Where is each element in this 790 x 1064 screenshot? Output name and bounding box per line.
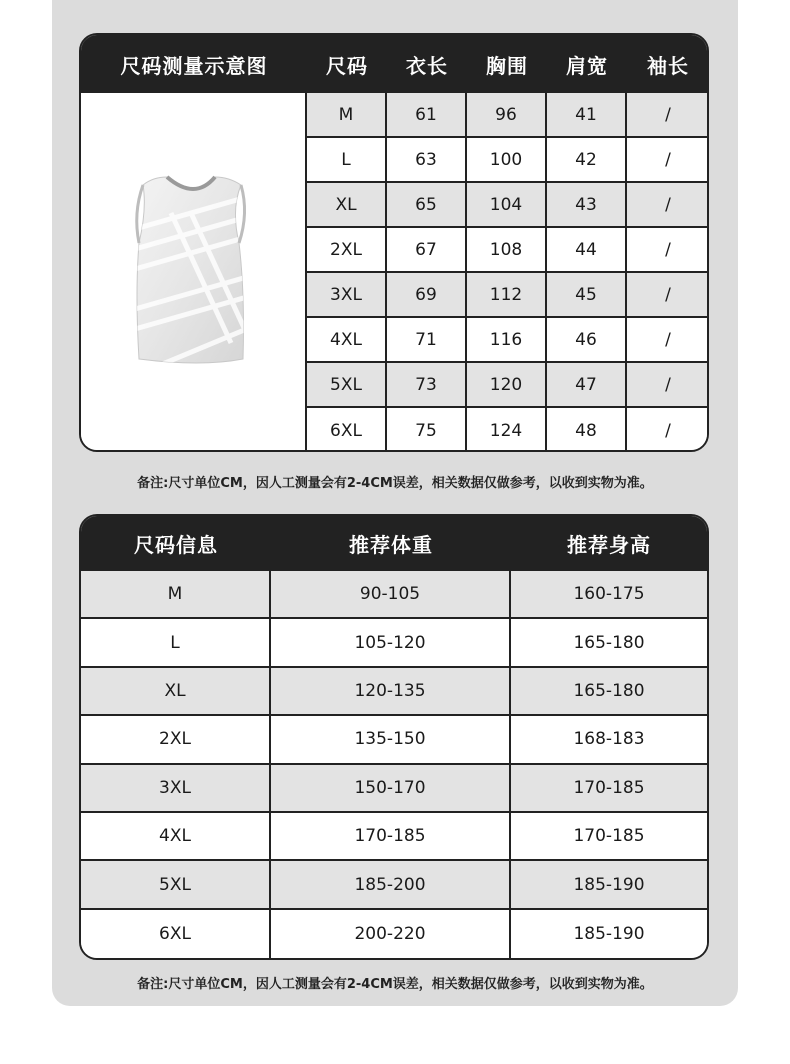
measurement-cell: 100 [467, 138, 547, 181]
measurement-cell: 124 [467, 408, 547, 452]
measurement-row [307, 138, 709, 183]
measurement-cell: 65 [387, 183, 467, 226]
recommendation-grid [81, 571, 707, 958]
header-length: 衣长 [406, 53, 448, 78]
measurement-cell: 104 [467, 183, 547, 226]
measurement-cell: 69 [387, 273, 467, 316]
measurement-row [307, 273, 709, 318]
measurement-cell: / [665, 149, 671, 170]
header-size: 尺码 [326, 53, 368, 78]
recommendation-cell: 185-200 [271, 861, 511, 907]
recommendation-cell: M [81, 571, 271, 617]
measurement-header [81, 35, 707, 93]
measurement-cell: 3XL [307, 273, 387, 316]
recommendation-cell: 185-190 [573, 923, 645, 944]
recommendation-cell: 105-120 [271, 619, 511, 665]
recommendation-row [81, 765, 707, 813]
recommendation-cell: 170-185 [573, 826, 645, 847]
recommendation-note: 备注:尺寸单位CM，因人工测量会有2-4CM误差，相关数据仅做参考，以收到实物为准。 [137, 977, 653, 992]
measurement-cell: 96 [467, 93, 547, 136]
measurement-row [307, 93, 709, 138]
measurement-cell: 48 [547, 408, 627, 452]
measurement-cell: 75 [387, 408, 467, 452]
header-weight: 推荐体重 [349, 533, 433, 557]
measurement-cell: 67 [387, 228, 467, 271]
measurement-cell: / [665, 329, 671, 350]
measurement-cell: 71 [387, 318, 467, 361]
measurement-cell: / [665, 194, 671, 215]
recommendation-cell: 90-105 [271, 571, 511, 617]
measurement-cell: 120 [467, 363, 547, 406]
measurement-row [307, 408, 709, 452]
recommendation-cell: 6XL [81, 910, 271, 958]
measurement-cell: / [665, 284, 671, 305]
header-height: 推荐身高 [567, 533, 651, 557]
measurement-cell: 42 [547, 138, 627, 181]
recommendation-row [81, 571, 707, 619]
header-size-info: 尺码信息 [134, 533, 218, 557]
header-shoulder: 肩宽 [566, 53, 608, 78]
measurement-cell: 5XL [307, 363, 387, 406]
measurement-cell: 4XL [307, 318, 387, 361]
recommendation-row [81, 861, 707, 909]
recommendation-row [81, 668, 707, 716]
recommendation-cell: 135-150 [271, 716, 511, 762]
measurement-cell: 41 [547, 93, 627, 136]
measurement-cell: 46 [547, 318, 627, 361]
recommendation-row [81, 716, 707, 764]
recommendation-cell: XL [81, 668, 271, 714]
measurement-cell: 2XL [307, 228, 387, 271]
recommendation-cell: 170-185 [573, 777, 645, 798]
recommendation-cell: 170-185 [271, 813, 511, 859]
measurement-row [307, 183, 709, 228]
measurement-row [307, 228, 709, 273]
measurement-cell: 47 [547, 363, 627, 406]
recommendation-cell: 200-220 [271, 910, 511, 958]
recommendation-cell: 150-170 [271, 765, 511, 811]
header-diagram: 尺码测量示意图 [120, 53, 268, 78]
measurement-cell: 112 [467, 273, 547, 316]
recommendation-row [81, 813, 707, 861]
recommendation-cell: 165-180 [573, 680, 645, 701]
measurement-cell: 108 [467, 228, 547, 271]
measurement-cell: / [665, 104, 671, 125]
recommendation-cell: 4XL [81, 813, 271, 859]
measurement-cell: 63 [387, 138, 467, 181]
recommendation-cell: 2XL [81, 716, 271, 762]
recommendation-cell: 5XL [81, 861, 271, 907]
recommendation-cell: 168-183 [573, 729, 645, 750]
measurement-cell: 44 [547, 228, 627, 271]
header-sleeve: 袖长 [647, 53, 689, 78]
measurement-cell: 61 [387, 93, 467, 136]
measurement-row [307, 318, 709, 363]
recommendation-cell: 160-175 [573, 584, 645, 605]
measurement-cell: 116 [467, 318, 547, 361]
measurement-grid [307, 93, 709, 452]
measurement-note: 备注:尺寸单位CM，因人工测量会有2-4CM误差，相关数据仅做参考，以收到实物为准。 [137, 476, 653, 491]
recommendation-cell: L [81, 619, 271, 665]
recommendation-header [81, 516, 707, 571]
product-image [81, 93, 307, 452]
size-recommendation-card [79, 514, 709, 960]
measurement-cell: 45 [547, 273, 627, 316]
measurement-cell: L [307, 138, 387, 181]
measurement-cell: 6XL [307, 408, 387, 452]
recommendation-cell: 120-135 [271, 668, 511, 714]
measurement-cell: / [665, 420, 671, 441]
measurement-row [307, 363, 709, 408]
measurement-cell: 73 [387, 363, 467, 406]
measurement-cell: / [665, 239, 671, 260]
recommendation-cell: 3XL [81, 765, 271, 811]
recommendation-row [81, 619, 707, 667]
header-chest: 胸围 [486, 53, 528, 78]
measurement-cell: 43 [547, 183, 627, 226]
recommendation-cell: 185-190 [573, 874, 645, 895]
measurement-cell: M [307, 93, 387, 136]
size-measurement-card [79, 33, 709, 452]
recommendation-row [81, 910, 707, 958]
sleeveless-shirt-image [81, 93, 305, 452]
recommendation-cell: 165-180 [573, 632, 645, 653]
measurement-cell: XL [307, 183, 387, 226]
measurement-cell: / [665, 374, 671, 395]
